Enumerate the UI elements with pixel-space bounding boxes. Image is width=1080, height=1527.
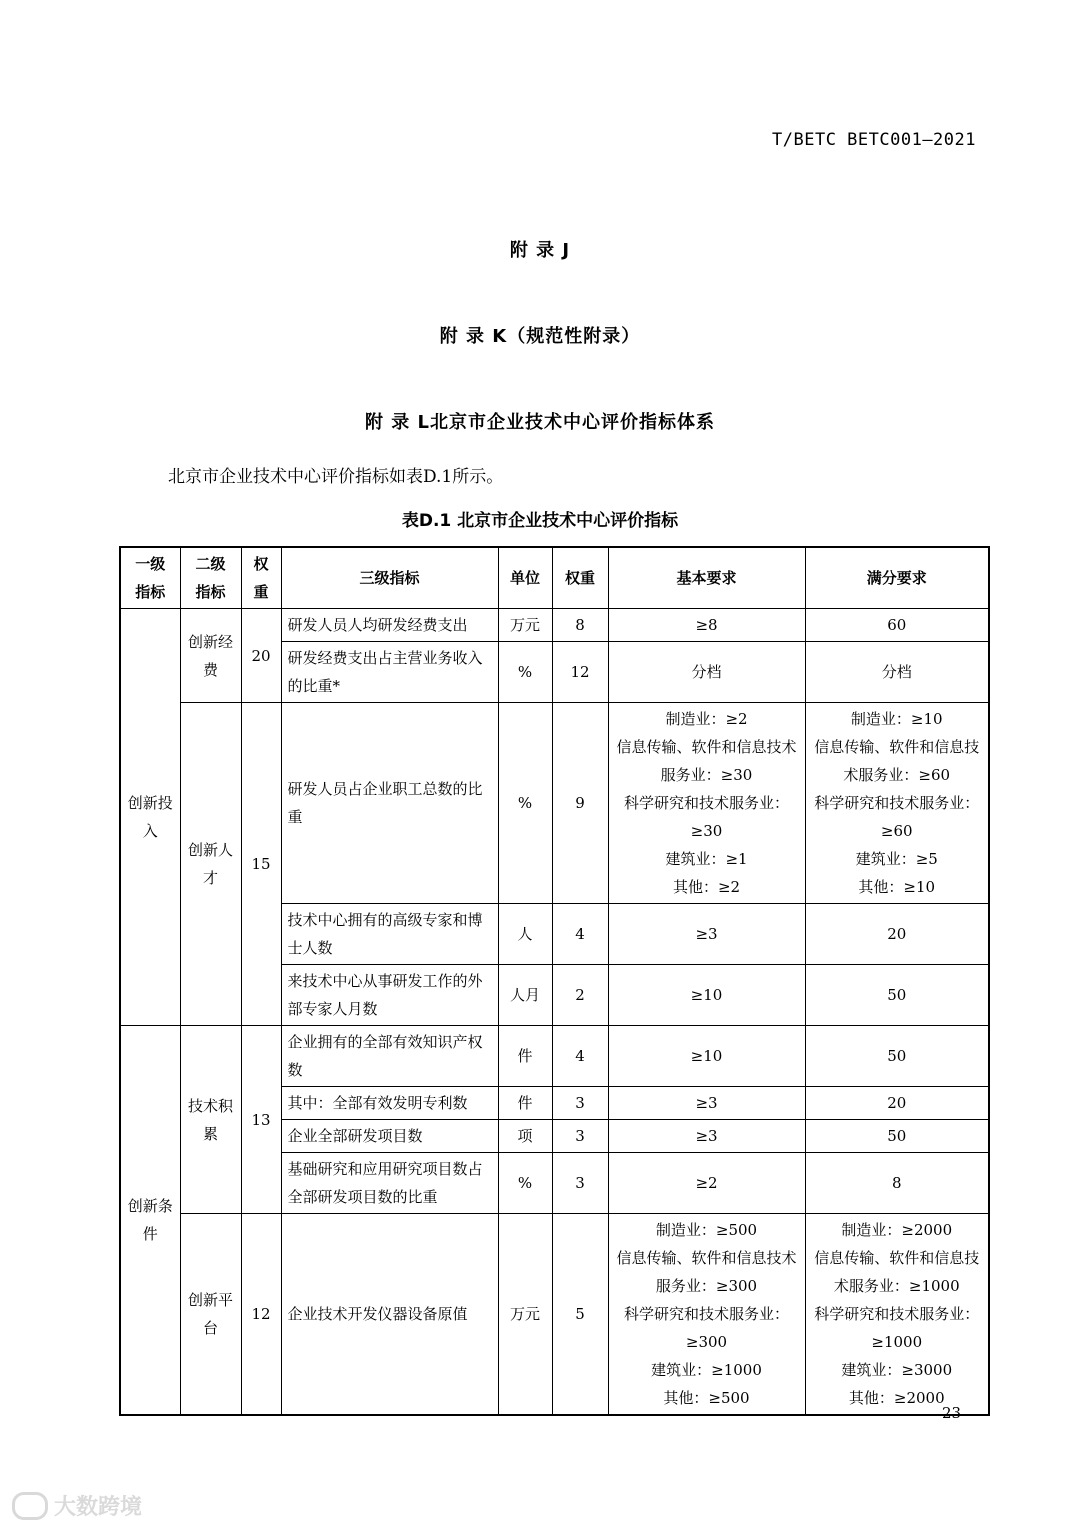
sub-funding-weight: 20 <box>241 609 281 703</box>
sub-talent-weight: 15 <box>241 703 281 1026</box>
table-row <box>120 609 989 642</box>
watermark-text: 大数跨境 <box>54 1495 143 1520</box>
indicator-unit: % <box>498 703 552 904</box>
table-header-row <box>120 547 989 609</box>
sub-funding: 创新经费 <box>180 609 241 703</box>
header-level2: 二级 指标 <box>180 547 241 609</box>
header-weight: 权重 <box>552 547 608 609</box>
indicator-full: 20 <box>805 904 989 965</box>
indicator-unit: 项 <box>498 1120 552 1153</box>
indicator-name: 技术中心拥有的高级专家和博士人数 <box>281 904 498 965</box>
header-level3: 三级指标 <box>281 547 498 609</box>
header-weight-short: 权 重 <box>241 547 281 609</box>
indicator-basic: ≥10 <box>608 1026 805 1087</box>
watermark-logo-icon <box>12 1492 48 1520</box>
indicator-unit: 万元 <box>498 609 552 642</box>
indicator-weight: 3 <box>552 1120 608 1153</box>
indicator-full: 制造业：≥10 信息传输、软件和信息技术服务业：≥60 科学研究和技术服务业：≥60 建筑业：≥5 其他：≥10 <box>805 703 989 904</box>
indicator-name: 研发经费支出占主营业务收入的比重* <box>281 642 498 703</box>
indicator-basic: 分档 <box>608 642 805 703</box>
header-basic: 基本要求 <box>608 547 805 609</box>
indicator-full: 分档 <box>805 642 989 703</box>
indicator-name: 研发人员占企业职工总数的比重 <box>281 703 498 904</box>
indicator-weight: 9 <box>552 703 608 904</box>
indicator-name: 其中：全部有效发明专利数 <box>281 1087 498 1120</box>
indicator-basic: ≥3 <box>608 904 805 965</box>
indicator-name: 基础研究和应用研究项目数占全部研发项目数的比重 <box>281 1153 498 1214</box>
indicator-unit: 件 <box>498 1026 552 1087</box>
indicator-weight: 5 <box>552 1214 608 1416</box>
indicator-weight: 3 <box>552 1087 608 1120</box>
indicator-unit: 人月 <box>498 965 552 1026</box>
indicator-name: 企业全部研发项目数 <box>281 1120 498 1153</box>
indicator-name: 来技术中心从事研发工作的外部专家人月数 <box>281 965 498 1026</box>
indicator-full: 50 <box>805 1026 989 1087</box>
table-row <box>120 703 989 904</box>
sub-talent: 创新人才 <box>180 703 241 1026</box>
indicator-full: 8 <box>805 1153 989 1214</box>
indicator-full: 50 <box>805 965 989 1026</box>
indicator-basic: ≥3 <box>608 1087 805 1120</box>
document-id: T/BETC BETC001—2021 <box>772 130 976 150</box>
indicator-weight: 4 <box>552 904 608 965</box>
indicator-unit: 人 <box>498 904 552 965</box>
sub-platform-weight: 12 <box>241 1214 281 1416</box>
indicator-name: 企业拥有的全部有效知识产权数 <box>281 1026 498 1087</box>
table-row <box>120 1026 989 1087</box>
indicator-name: 企业技术开发仪器设备原值 <box>281 1214 498 1416</box>
indicator-unit: 万元 <box>498 1214 552 1416</box>
heading-appendix-k: 附 录 K（规范性附录） <box>439 326 641 347</box>
page-number: 23 <box>942 1404 962 1422</box>
heading-appendix-l: 附 录 L北京市企业技术中心评价指标体系 <box>364 412 715 433</box>
intro-paragraph: 北京市企业技术中心评价指标如表D.1所示。 <box>168 467 504 487</box>
indicator-basic: 制造业：≥500 信息传输、软件和信息技术服务业：≥300 科学研究和技术服务业：≥300 建筑业：≥1000 其他：≥500 <box>608 1214 805 1416</box>
header-unit: 单位 <box>498 547 552 609</box>
indicator-weight: 3 <box>552 1153 608 1214</box>
indicator-unit: % <box>498 1153 552 1214</box>
sub-platform: 创新平台 <box>180 1214 241 1416</box>
indicator-full: 50 <box>805 1120 989 1153</box>
group-innovation-condition: 创新条件 <box>120 1026 180 1416</box>
indicator-name: 研发人员人均研发经费支出 <box>281 609 498 642</box>
indicator-unit: 件 <box>498 1087 552 1120</box>
table-caption: 表D.1 北京市企业技术中心评价指标 <box>401 511 679 531</box>
heading-appendix-j: 附 录 J <box>509 240 571 261</box>
evaluation-index-table <box>119 546 990 1416</box>
group-innovation-input: 创新投入 <box>120 609 180 1026</box>
indicator-basic: 制造业：≥2 信息传输、软件和信息技术服务业：≥30 科学研究和技术服务业：≥30 建筑业：≥1 其他：≥2 <box>608 703 805 904</box>
header-level1: 一级 指标 <box>120 547 180 609</box>
header-full: 满分要求 <box>805 547 989 609</box>
indicator-unit: % <box>498 642 552 703</box>
table-row <box>120 1214 989 1416</box>
indicator-weight: 8 <box>552 609 608 642</box>
indicator-weight: 2 <box>552 965 608 1026</box>
indicator-weight: 12 <box>552 642 608 703</box>
sub-tech-weight: 13 <box>241 1026 281 1214</box>
sub-tech-accumulation: 技术积累 <box>180 1026 241 1214</box>
watermark <box>12 1490 142 1521</box>
indicator-basic: ≥3 <box>608 1120 805 1153</box>
indicator-basic: ≥2 <box>608 1153 805 1214</box>
indicator-full: 60 <box>805 609 989 642</box>
indicator-full: 20 <box>805 1087 989 1120</box>
indicator-full: 制造业：≥2000 信息传输、软件和信息技术服务业：≥1000 科学研究和技术服务业：≥1000 建筑业：≥3000 其他：≥2000 <box>805 1214 989 1416</box>
indicator-basic: ≥8 <box>608 609 805 642</box>
indicator-weight: 4 <box>552 1026 608 1087</box>
indicator-basic: ≥10 <box>608 965 805 1026</box>
